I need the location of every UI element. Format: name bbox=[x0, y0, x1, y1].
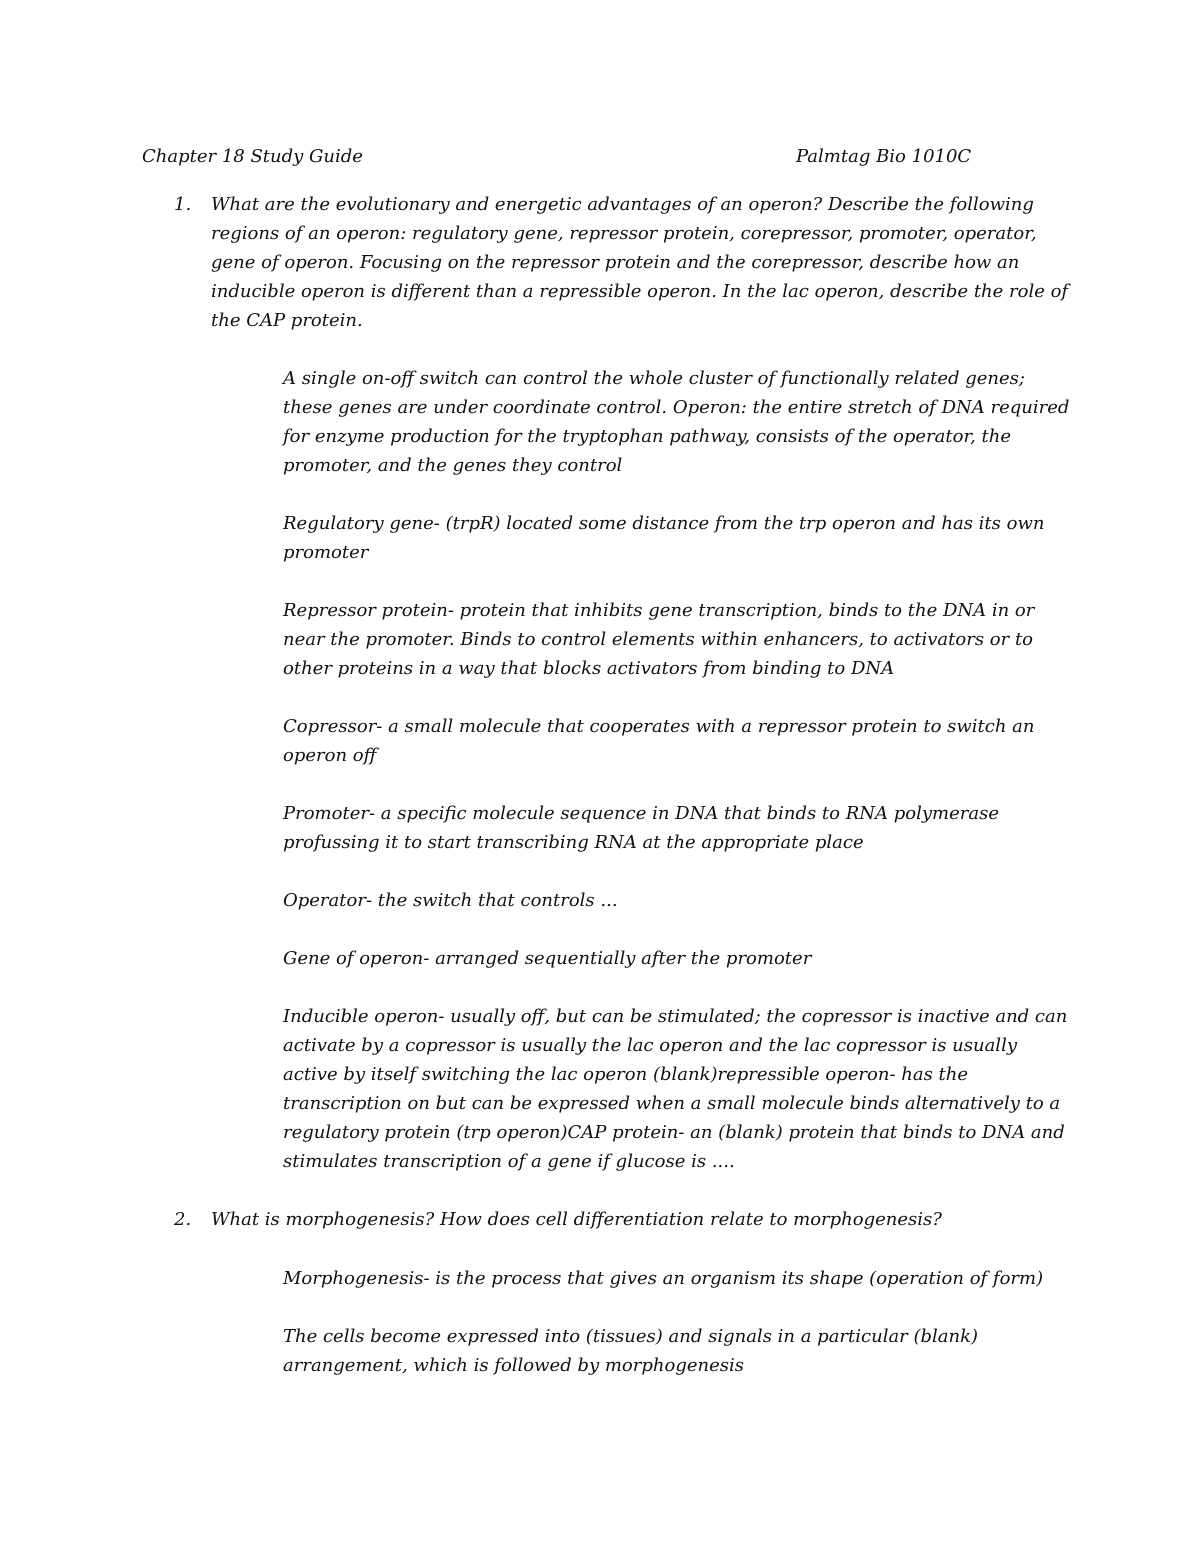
question-number: 1. bbox=[174, 194, 192, 215]
document-title: Chapter 18 Study Guide bbox=[142, 146, 363, 167]
question-number: 2. bbox=[174, 1209, 192, 1230]
course-label: Palmtag Bio 1010C bbox=[796, 146, 972, 167]
question-text: What is morphogenesis? How does cell differentiation relate to morphogenesis? bbox=[211, 1209, 942, 1230]
answer-paragraph: Operator- the switch that controls ... bbox=[283, 890, 618, 911]
answer-paragraph: Promoter- a specific molecule sequence in DNA that binds to RNA polymerase profussing it to start transcribing RNA at the appropriate place bbox=[283, 803, 999, 853]
answer-paragraph: Inducible operon- usually off, but can be stimulated; the copressor is inactive and can activate by a copressor is usually the lac operon and the lac copressor is usually active by itself switching the lac operon (blank)repressible operon- has the transcription on but can be expressed when a small molecule binds alternatively to a regulatory protein (trp operon)CAP protein- an (blank) protein that binds to DNA and stimulates transcription of a gene if glucose is .... bbox=[283, 1006, 1068, 1172]
answer-paragraph: The cells become expressed into (tissues) and signals in a particular (blank) arrangement, which is followed by morphogenesis bbox=[283, 1326, 979, 1376]
answer-paragraph: Copressor- a small molecule that cooperates with a repressor protein to switch an operon off bbox=[283, 716, 1035, 766]
answer-paragraph: A single on-off switch can control the whole cluster of functionally related genes; these genes are under coordinate control. Operon: the entire stretch of DNA required for enzyme production for the tryptophan pathway, consists of the operator, the promoter, and the genes they control bbox=[283, 368, 1070, 476]
answer-paragraph: Repressor protein- protein that inhibits gene transcription, binds to the DNA in or near the promoter. Binds to control elements within enhancers, to activators or to other proteins in a way that blocks activators from binding to DNA bbox=[283, 600, 1035, 679]
answer-paragraph: Gene of operon- arranged sequentially after the promoter bbox=[283, 948, 812, 969]
answer-paragraph: Regulatory gene- (trpR) located some distance from the trp operon and has its own promoter bbox=[283, 513, 1045, 563]
answer-paragraph: Morphogenesis- is the process that gives an organism its shape (operation of form) bbox=[283, 1268, 1044, 1289]
question-text: What are the evolutionary and energetic advantages of an operon? Describe the following regions of an operon: regulatory gene, repressor protein, corepressor, promoter, operator, gene of operon. Focusing on the repressor protein and the corepressor, describe how an inducible operon is different than a repressible operon. In the lac operon, describe the role of the CAP protein. bbox=[211, 194, 1069, 331]
